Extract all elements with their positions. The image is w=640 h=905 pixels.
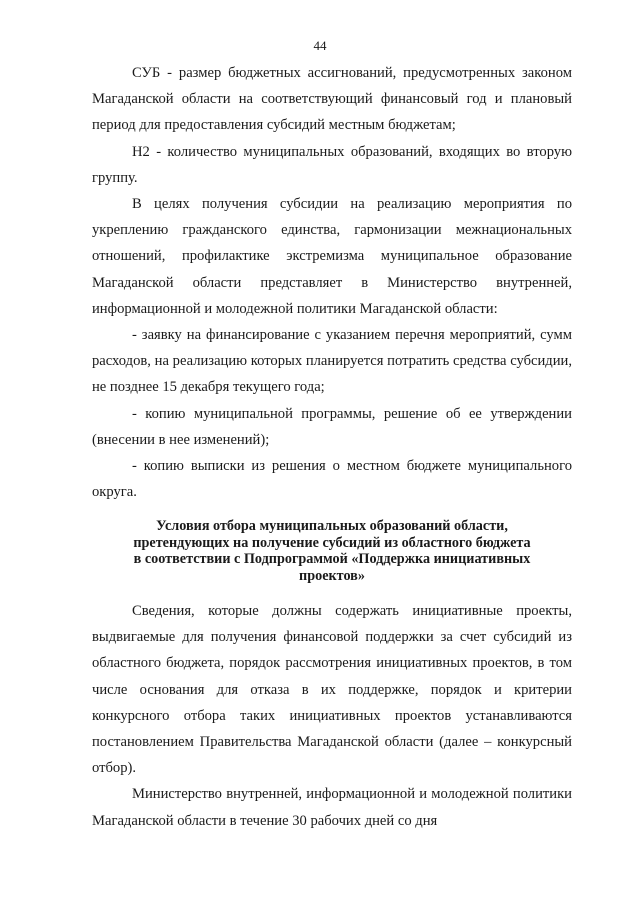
paragraph-ministry: Министерство внутренней, информационной и молодежной политики Магаданской области в течение 30 рабочих дней со дня: [92, 786, 572, 829]
section-heading-line: в соответствии с Подпрограммой «Поддержка инициативных: [133, 551, 531, 568]
paragraph-subsidy-conditions: В целях получения субсидии на реализацию мероприятия по укреплению гражданского единства, гармонизации межнациональных отношений, профилактике экстремизма муниципальное образование Магаданской области представляет в Министерство внутренней, информационной и молодежной политики Магаданской области:: [92, 196, 572, 317]
page-number: 44: [313, 38, 327, 53]
section-heading-line: проектов»: [299, 567, 365, 584]
body-text-bottom: [92, 598, 572, 834]
list-item-application: - заявку на финансирование с указанием перечня мероприятий, сумм расходов, на реализацию которых планируется потратить средства субсидии, не позднее 15 декабря текущего года;: [92, 327, 572, 396]
paragraph-n2-definition: Н2 - количество муниципальных образований, входящих во вторую группу.: [92, 143, 572, 186]
section-heading: [92, 518, 572, 584]
list-item-budget-extract: - копию выписки из решения о местном бюджете муниципального округа.: [92, 458, 572, 501]
section-heading-line: претендующих на получение субсидий из областного бюджета: [133, 534, 531, 551]
paragraph-initiative-projects: Сведения, которые должны содержать инициативные проекты, выдвигаемые для получения финансовой поддержки за счет субсидий из областного бюджета, порядок рассмотрения инициативных проектов, в том числе основания для отказа в их поддержке, порядок и критерии конкурсного отбора таких инициативных проектов устанавливаются постановлением Правительства Магаданской области (далее – конкурсный отбор).: [92, 603, 572, 777]
body-text-top: [92, 60, 572, 505]
list-item-program-copy: - копию муниципальной программы, решение об ее утверждении (внесении в нее изменений);: [92, 405, 572, 448]
section-heading-line: Условия отбора муниципальных образований области,: [156, 518, 508, 534]
paragraph-sub-definition: СУБ - размер бюджетных ассигнований, предусмотренных законом Магаданской области на соответствующий финансовый год и плановый период для предоставления субсидий местным бюджетам;: [92, 65, 572, 134]
